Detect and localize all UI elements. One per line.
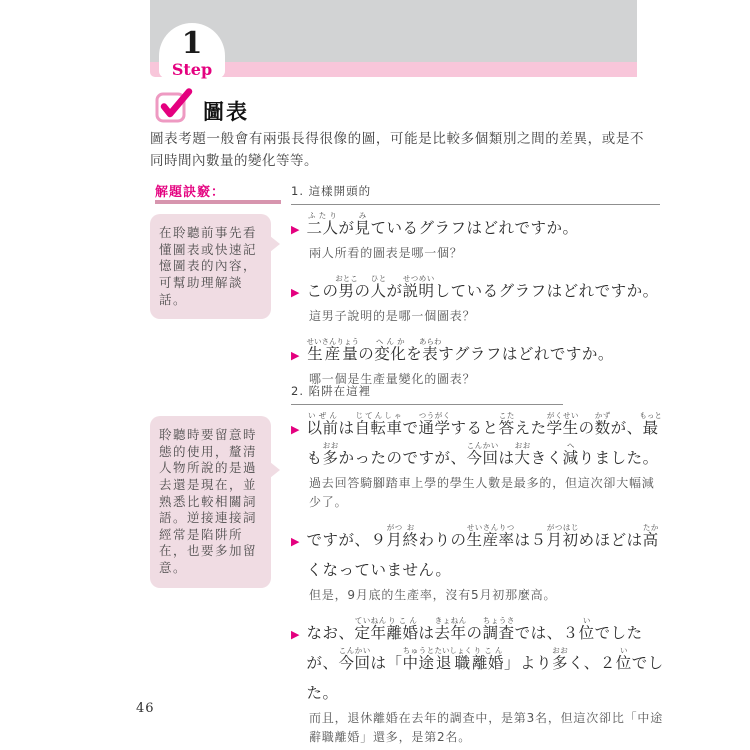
item-list xyxy=(291,211,665,388)
qa-item xyxy=(291,616,665,747)
qa-item xyxy=(291,411,665,512)
bullet-arrow-icon: ▶ xyxy=(291,423,300,436)
qa-item xyxy=(291,523,665,605)
step-tab xyxy=(159,23,225,78)
japanese-sentence: 生産量せいさんりょうの変化へんかを表あらわすグラフはどれですか。 xyxy=(306,336,614,363)
qa-item xyxy=(291,274,665,326)
section-openings xyxy=(291,183,665,399)
page-number: 46 xyxy=(136,701,155,716)
section-traps xyxy=(291,383,665,750)
japanese-sentence: 以前いぜんは自転車じてんしゃで通学つうがくすると答こたえた学生がくせいの数かずが、最もっとも多おおかったのですが、今回こんかいは大おおきく減へりました。 xyxy=(306,411,662,468)
japanese-row xyxy=(291,616,665,709)
intro-paragraph: 圖表考題一般會有兩張長得很像的圖，可能是比較多個類別之間的差異，或是不同時間內數量的變化等等。 xyxy=(150,131,644,169)
bullet-arrow-icon: ▶ xyxy=(291,223,300,236)
tips-label: 解題訣竅： xyxy=(155,185,226,200)
japanese-sentence: なお、定年ていねん離婚りこんは去年きょねんの調査ちょうさでは、３位いでしたが、今回こんかいは「中途ちゅうと退職たいしょく離婚りこん」より多おおく、２位いでした。 xyxy=(306,615,664,703)
chinese-translation: 但是，9月底的生產率，沒有5月初那麼高。 xyxy=(309,588,557,603)
item-list xyxy=(291,411,665,747)
bullet-arrow-icon: ▶ xyxy=(291,534,300,548)
japanese-sentence: ですが、９月がつ終おわりの生産率せいさんりつは５月がつ初はじめほどは高たかくなっていません。 xyxy=(306,522,659,579)
tip-speech-bubble-2: 聆聽時要留意時態的使用，釐清人物所說的是過去還是現在，並熟悉比較相關詞語。逆接連接詞經常是陷阱所在，也要多加留意。 xyxy=(150,416,271,588)
japanese-sentence: この男おとこの人ひとが説明せつめいしているグラフはどれですか。 xyxy=(306,273,659,300)
chinese-translation: 過去回答騎腳踏車上學的學生人數是最多的，但這次卻大幅減少了。 xyxy=(309,476,655,510)
page-title: 圖表 xyxy=(203,100,249,124)
japanese-row xyxy=(291,337,665,369)
japanese-row xyxy=(291,411,665,473)
bullet-arrow-icon: ▶ xyxy=(291,627,300,641)
bullet-arrow-icon: ▶ xyxy=(291,348,300,362)
chinese-translation: 哪一個是生產量變化的圖表？ xyxy=(309,371,476,386)
section-heading: 1. 這樣開頭的 xyxy=(291,183,660,205)
chinese-translation: 而且，退休離婚在去年的調查中，是第3名，但這次卻比「中途辭職離婚」還多，是第2名。 xyxy=(309,711,664,744)
bullet-arrow-icon: ▶ xyxy=(291,285,300,299)
japanese-row xyxy=(291,523,665,585)
chinese-translation: 這男子說明的是哪一個圖表？ xyxy=(309,309,476,324)
qa-item xyxy=(291,337,665,389)
japanese-row xyxy=(291,211,665,243)
checkbox-icon xyxy=(155,87,195,125)
step-label: Step xyxy=(171,60,213,79)
japanese-sentence: 二人ふたりが見みているグラフはどれですか。 xyxy=(306,211,579,237)
chinese-translation: 兩人所看的圖表是哪一個？ xyxy=(309,246,463,261)
tip-speech-bubble-1: 在聆聽前事先看懂圖表或快速記憶圖表的內容，可幫助理解談話。 xyxy=(150,214,271,319)
japanese-row xyxy=(291,274,665,306)
tips-underline xyxy=(155,200,281,204)
qa-item xyxy=(291,211,665,263)
section-heading: 2. 陷阱在這裡 xyxy=(291,383,563,405)
step-number: 1 xyxy=(181,26,203,61)
